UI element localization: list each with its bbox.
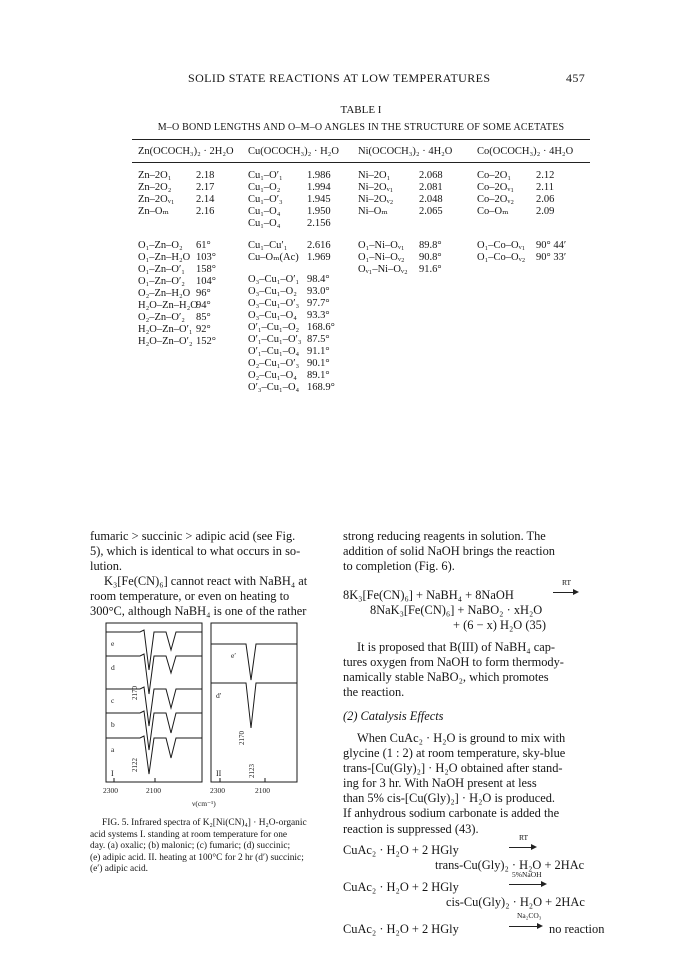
table-cell-value: 90° 44′ — [536, 240, 567, 251]
trace-d-prime — [211, 683, 297, 728]
section-heading: (2) Catalysis Effects — [343, 709, 444, 723]
figure-5-spectra — [100, 620, 320, 810]
table-cell-value: 2.18 — [196, 170, 215, 181]
right-line: reaction is suppressed (43). — [343, 821, 479, 836]
right-line: If anhydrous sodium carbonate is added the — [343, 806, 560, 821]
table-cell-label: O₁–Co–Oᵥ₁ — [477, 240, 526, 251]
left-line: 5), which is identical to what occurs in so- — [90, 544, 301, 559]
trace-e — [106, 630, 202, 670]
panel-ii-label: II — [216, 769, 222, 778]
table-cell-label: O₁–Zn–H₂O — [138, 252, 191, 263]
table-label: TABLE I — [340, 104, 382, 116]
table-cell-value: 61° — [196, 240, 211, 251]
table-cell-label: O′₁–Cu₁–O′₃ — [248, 334, 302, 345]
table-cell-value: 1.969 — [307, 252, 331, 263]
caption-line: day. (a) oxalic; (b) malonic; (c) fumaric; (d) succinic; — [90, 841, 291, 852]
table-cell-label: O₃–Cu₁–O′₃ — [248, 298, 300, 309]
table-cell-label: Zn–2Oᵥ₁ — [138, 194, 175, 205]
table-cell-label: Ni–2O₁ — [358, 170, 391, 181]
page-number: 457 — [566, 71, 586, 85]
table-cell-value: 1.950 — [307, 206, 331, 217]
peak-label-2123-ii: 2123 — [248, 764, 256, 778]
table-cell-label: O₁–Ni–Oᵥ₁ — [358, 240, 405, 251]
table-cell-value: 1.994 — [307, 182, 331, 193]
table-cell-value: 104° — [196, 276, 216, 287]
table-header-cu: Cu(OCOCH₃)₂ · H₂O — [248, 146, 339, 157]
table-cell-value: 92° — [196, 324, 211, 335]
right-line: to completion (Fig. 6). — [343, 559, 455, 574]
table-cell-value: 91.6° — [419, 264, 442, 275]
table-cell-label: Zn–2O₂ — [138, 182, 172, 193]
table-cell-label: Cu₁–O′₁ — [248, 170, 283, 181]
table-cell-label: O₃–Cu₁–O′₁ — [248, 274, 300, 285]
table-cell-label: Zn–2O₁ — [138, 170, 172, 181]
right-line: than 5% cis-[Cu(Gly)₂] · H₂O is produced. — [343, 791, 556, 806]
table-cell-value: 2.14 — [196, 194, 215, 205]
reaction-3-product: no reaction — [549, 922, 605, 936]
table-column-co-values — [536, 170, 566, 264]
table-cell-label: H₂O–Zn–O′₁ — [138, 324, 193, 335]
left-line: 300°C, although NaBH₄ is one of the rather — [90, 604, 307, 619]
table-cell-label: Ni–2Oᵥ₂ — [358, 194, 394, 205]
table-cell-label: Oᵥ₁–Ni–Oᵥ₂ — [358, 264, 408, 275]
table-cell-label: Co–2O₁ — [477, 170, 511, 181]
right-paragraph-3 — [343, 731, 565, 837]
table-cell-label: Cu–Oₘ(Ac) — [248, 252, 299, 263]
reaction-1-lhs: CuAc₂ · H₂O + 2 HGly — [343, 843, 459, 857]
table-column-zn-values — [196, 170, 216, 348]
caption-line: FIG. 5. Infrared spectra of K₂[Ni(CN)₄] · H₂O-organic — [102, 818, 307, 828]
peak-label-2122-i: 2122 — [131, 758, 139, 772]
left-line: K₃[Fe(CN)₆] cannot react with NaBH₄ at — [104, 574, 308, 589]
table-cell-label: O₂–Zn–H₂O — [138, 288, 191, 299]
equation-35-line1: 8K₃[Fe(CN)₆] + NaBH₄ + 8NaOH — [343, 588, 514, 602]
reaction-1-product: trans-Cu(Gly)₂ · H₂O + 2HAc — [435, 858, 585, 872]
right-paragraph-1 — [343, 529, 555, 574]
right-line: When CuAc₂ · H₂O is ground to mix with — [357, 731, 566, 745]
tick-2300-ii: 2300 — [210, 786, 225, 795]
table-cell-label: O′₁–Cu₁–O₄ — [248, 346, 300, 357]
table-cell-value: 90.8° — [419, 252, 442, 263]
right-line: glycine (1 : 2) at room temperature, sky-blue — [343, 746, 566, 761]
reaction-1-condition: RT — [519, 833, 529, 842]
tick-2100-i: 2100 — [146, 786, 161, 795]
table-cell-label: H₂O–Zn–H₂O — [138, 300, 198, 311]
table-top-rule — [132, 139, 590, 140]
table-cell-value: 91.1° — [307, 346, 330, 357]
table-cell-value: 93.0° — [307, 286, 330, 297]
figure-caption — [90, 818, 307, 876]
table-cell-value: 89.1° — [307, 370, 330, 381]
reaction-1-arrow — [509, 847, 535, 848]
table-cell-value: 85° — [196, 312, 211, 323]
table-cell-value: 2.616 — [307, 240, 331, 251]
trace-e-prime — [211, 644, 297, 680]
table-caption: M–O BOND LENGTHS AND O–M–O ANGLES IN THE STRUCTURE OF SOME ACETATES — [157, 122, 565, 133]
panel-i-label: I — [111, 769, 114, 778]
table-cell-value: 97.7° — [307, 298, 330, 309]
caption-line: (e) adipic acid. II. heating at 100°C for 2 hr (d′) succinic; — [90, 852, 304, 863]
right-line: trans-[Cu(Gly)₂] · H₂O obtained after stand- — [343, 761, 563, 776]
table-cell-label: Cu₁–O₂ — [248, 182, 281, 193]
reaction-2-condition: 5%NaOH — [512, 870, 542, 879]
trace-label-d-prime: d′ — [216, 691, 222, 700]
table-cell-label: O₁–Ni–Oᵥ₂ — [358, 252, 405, 263]
table-cell-label: Co–2Oᵥ₁ — [477, 182, 515, 193]
table-cell-label: O₂–Zn–O′₂ — [138, 312, 185, 323]
reaction-2-lhs: CuAc₂ · H₂O + 2 HGly — [343, 880, 459, 894]
table-cell-label: Co–2Oᵥ₂ — [477, 194, 515, 205]
table-cell-label: Cu₁–O₄ — [248, 218, 281, 229]
running-title: SOLID STATE REACTIONS AT LOW TEMPERATURES — [188, 71, 491, 85]
table-cell-value: 2.065 — [419, 206, 443, 217]
table-cell-label: O′₁–Cu₁–O₂ — [248, 322, 300, 333]
right-line: namically stable NaBO₂, which promotes — [343, 670, 549, 685]
trace-label-a: a — [111, 745, 115, 754]
table-header-rule — [132, 162, 590, 163]
trace-a — [106, 736, 202, 774]
table-cell-label: Zn–Oₘ — [138, 206, 169, 217]
reaction-3-condition: Na₂CO₃ — [517, 911, 542, 920]
right-line: ing for 3 hr. With NaOH present at less — [343, 776, 537, 791]
table-cell-value: 89.8° — [419, 240, 442, 251]
table-cell-value: 87.5° — [307, 334, 330, 345]
table-column-cu-values — [307, 170, 335, 394]
table-cell-value: 2.048 — [419, 194, 443, 205]
table-cell-value: 2.156 — [307, 218, 331, 229]
table-cell-value: 98.4° — [307, 274, 330, 285]
table-cell-label: Cu₁–O₄ — [248, 206, 281, 217]
table-cell-value: 93.3° — [307, 310, 330, 321]
caption-line: acid systems I. standing at room temperature for one — [90, 829, 288, 840]
table-cell-value: 2.17 — [196, 182, 215, 193]
tick-2300-i: 2300 — [103, 786, 118, 795]
table-cell-label: Ni–2Oᵥ₁ — [358, 182, 394, 193]
table-cell-label: Co–Oₘ — [477, 206, 509, 217]
table-cell-value: 94° — [196, 300, 211, 311]
right-paragraph-2 — [343, 640, 564, 700]
table-cell-value: 90.1° — [307, 358, 330, 369]
table-cell-label: O₂–Cu₁–O′₃ — [248, 358, 300, 369]
table-cell-value: 2.06 — [536, 194, 555, 205]
reaction-2-product: cis-Cu(Gly)₂ · H₂O + 2HAc — [446, 895, 585, 909]
table-cell-value: 96° — [196, 288, 211, 299]
table-cell-label: O₁–Co–Oᵥ₂ — [477, 252, 526, 263]
table-cell-label: O₁–Zn–O₂ — [138, 240, 183, 251]
table-cell-label: O₃–Cu₁–O₂ — [248, 286, 297, 297]
table-cell-label: H₂O–Zn–O′₂ — [138, 336, 193, 347]
trace-d — [106, 654, 202, 694]
table-cell-value: 2.16 — [196, 206, 215, 217]
right-line: tures oxygen from NaOH to form thermody- — [343, 655, 564, 670]
table-header-zn: Zn(OCOCH₃)₂ · 2H₂O — [138, 146, 234, 157]
table-cell-value: 2.068 — [419, 170, 443, 181]
table-cell-label: Ni–Oₘ — [358, 206, 388, 217]
trace-label-d: d — [111, 663, 115, 672]
table-cell-value: 168.9° — [307, 382, 335, 393]
x-axis-label: ν(cm⁻¹) — [192, 799, 216, 808]
reaction-3-arrow — [509, 926, 541, 927]
trace-label-e-prime: e′ — [231, 651, 236, 660]
left-line: fumaric > succinic > adipic acid (see Fig. — [90, 529, 296, 543]
table-column-cu-names — [248, 170, 302, 394]
caption-line: (e′) adipic acid. — [90, 864, 149, 875]
table-cell-label: O′₃–Cu₁–O₄ — [248, 382, 300, 393]
left-line: room temperature, or even on heating to — [90, 589, 290, 604]
table-cell-value: 2.09 — [536, 206, 555, 217]
table-column-co-names — [477, 170, 525, 264]
table-cell-value: 152° — [196, 336, 216, 347]
table-cell-value: 168.6° — [307, 322, 335, 333]
panel-i-frame — [106, 623, 202, 782]
table-cell-value: 158° — [196, 264, 216, 275]
table-cell-value: 2.081 — [419, 182, 443, 193]
table-cell-value: 1.945 — [307, 194, 331, 205]
left-paragraph — [90, 529, 307, 620]
right-line: strong reducing reagents in solution. The — [343, 529, 546, 543]
table-header-co: Co(OCOCH₃)₂ · 4H₂O — [477, 146, 574, 157]
table-cell-label: O₃–Cu₁–O₄ — [248, 310, 297, 321]
table-cell-value: 1.986 — [307, 170, 331, 181]
table-column-ni-names — [358, 170, 408, 276]
trace-label-b: b — [111, 720, 115, 729]
left-line: lution. — [90, 559, 123, 574]
peak-label-2170-i: 2170 — [131, 686, 139, 700]
trace-label-e: e — [111, 639, 115, 648]
table-cell-label: O₁–Zn–O′₂ — [138, 276, 185, 287]
table-cell-value: 103° — [196, 252, 216, 263]
table-cell-label: O₁–Zn–O′₁ — [138, 264, 185, 275]
equation-35-line3: + (6 − x) H₂O (35) — [453, 618, 546, 632]
reaction-2-arrow — [509, 884, 545, 885]
table-column-zn-names — [138, 170, 198, 348]
peak-label-2170-ii: 2170 — [238, 731, 246, 745]
table-cell-value: 2.11 — [536, 182, 554, 193]
table-cell-label: O₂–Cu₁–O₄ — [248, 370, 297, 381]
right-line: It is proposed that B(III) of NaBH₄ cap- — [357, 640, 556, 654]
table-header-ni: Ni(OCOCH₃)₂ · 4H₂O — [358, 146, 453, 157]
table-cell-value: 90° 33′ — [536, 252, 567, 263]
table-cell-value: 2.12 — [536, 170, 555, 181]
table-column-ni-values — [419, 170, 443, 276]
trace-b — [106, 711, 202, 750]
right-line: addition of solid NaOH brings the reaction — [343, 544, 555, 559]
table-cell-label: Cu₁–O′₃ — [248, 194, 283, 205]
tick-2100-ii: 2100 — [255, 786, 270, 795]
table-cell-label: Cu₁–Cu′₁ — [248, 240, 288, 251]
right-line: the reaction. — [343, 685, 405, 700]
equation-35-line2: 8NaK₃[Fe(CN)₆] + NaBO₂ · xH₂O — [370, 603, 543, 617]
trace-label-c: c — [111, 696, 115, 705]
equation-35-condition: RT — [562, 578, 572, 587]
trace-c — [106, 687, 202, 726]
reaction-3-lhs: CuAc₂ · H₂O + 2 HGly — [343, 922, 459, 936]
equation-35-arrow — [553, 592, 577, 593]
